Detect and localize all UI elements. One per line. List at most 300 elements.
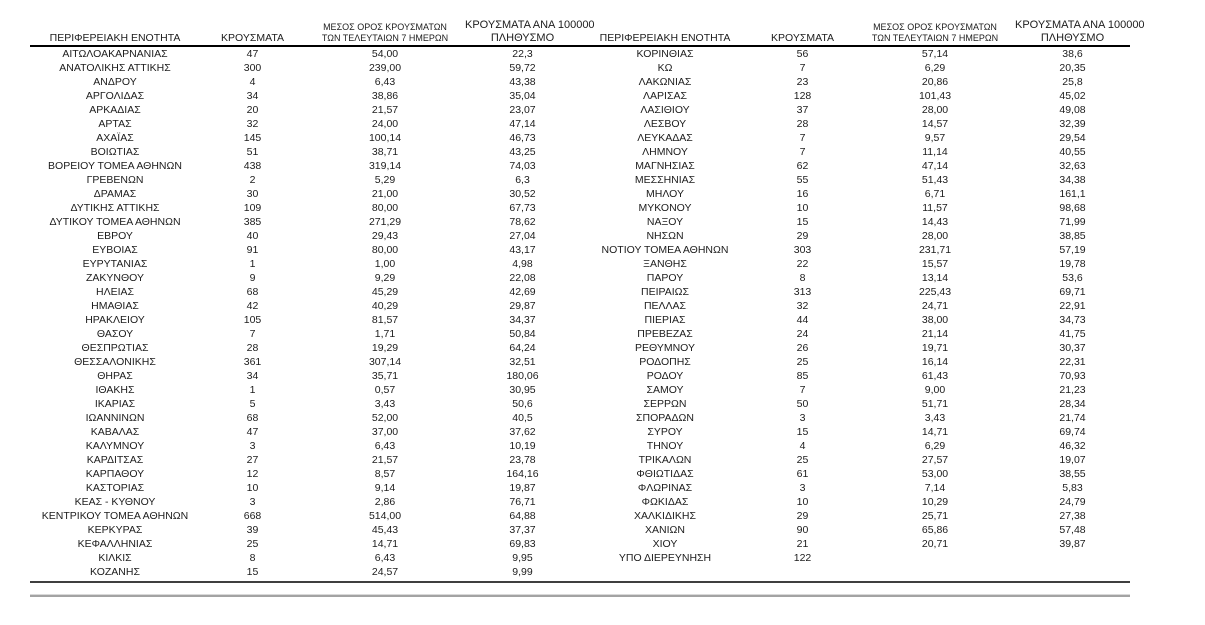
avg7-cell: 21,57 bbox=[371, 104, 399, 116]
avg7-cell: 35,71 bbox=[371, 370, 399, 382]
region-cell: ΑΡΚΑΔΙΑΣ bbox=[89, 104, 141, 116]
region-cell: ΚΕΝΤΡΙΚΟΥ ΤΟΜΕΑ ΑΘΗΝΩΝ bbox=[41, 510, 189, 522]
table-row bbox=[580, 411, 1130, 425]
cases-cell: 1 bbox=[249, 384, 256, 396]
region-cell: ΜΗΛΟΥ bbox=[646, 188, 684, 200]
table-row bbox=[580, 117, 1130, 131]
per100k-cell: 22,91 bbox=[1059, 300, 1086, 312]
region-cell: ΜΑΓΝΗΣΙΑΣ bbox=[635, 160, 695, 172]
column-header-7day-average-line2: ΤΩΝ ΤΕΛΕΥΤΑΙΩΝ 7 ΗΜΕΡΩΝ bbox=[321, 33, 449, 43]
column-header-per-100k-line2: ΠΛΗΘΥΣΜΟ bbox=[490, 31, 555, 44]
per100k-cell: 34,38 bbox=[1059, 174, 1086, 186]
region-cell: ΝΗΣΩΝ bbox=[646, 230, 684, 242]
table-row bbox=[580, 369, 1130, 383]
cases-cell: 29 bbox=[796, 230, 809, 242]
cases-cell: 91 bbox=[246, 244, 259, 256]
avg7-cell: 57,14 bbox=[921, 48, 949, 60]
table-row bbox=[30, 257, 580, 271]
region-cell: ΠΙΕΡΙΑΣ bbox=[644, 314, 686, 326]
table-left-header bbox=[30, 10, 595, 47]
per100k-cell: 69,74 bbox=[1059, 426, 1086, 438]
region-cell: ΜΥΚΟΝΟΥ bbox=[638, 202, 692, 214]
cases-cell: 25 bbox=[796, 454, 809, 466]
per100k-cell: 67,73 bbox=[509, 202, 536, 214]
region-cell: ΔΥΤΙΚΗΣ ΑΤΤΙΚΗΣ bbox=[70, 202, 160, 214]
table-row bbox=[30, 481, 580, 495]
table-row bbox=[580, 145, 1130, 159]
per100k-cell: 10,19 bbox=[509, 440, 536, 452]
region-cell: ΣΠΟΡΑΔΩΝ bbox=[636, 412, 694, 424]
table-row bbox=[30, 201, 580, 215]
table-row bbox=[30, 551, 580, 565]
cases-cell: 30 bbox=[246, 188, 259, 200]
per100k-cell: 21,74 bbox=[1059, 412, 1086, 424]
table-left-body bbox=[30, 47, 580, 579]
per100k-cell: 27,38 bbox=[1059, 510, 1086, 522]
avg7-cell: 5,29 bbox=[374, 174, 396, 186]
cases-cell: 8 bbox=[799, 272, 806, 284]
table-row bbox=[30, 229, 580, 243]
table-row bbox=[30, 271, 580, 285]
cases-cell: 361 bbox=[243, 356, 262, 368]
table-row bbox=[30, 495, 580, 509]
avg7-cell: 13,14 bbox=[921, 272, 949, 284]
table-row bbox=[580, 453, 1130, 467]
table-right bbox=[580, 10, 1145, 579]
avg7-cell: 20,71 bbox=[921, 538, 949, 550]
table-row bbox=[30, 47, 580, 61]
table-row bbox=[30, 145, 580, 159]
region-cell: ΜΕΣΣΗΝΙΑΣ bbox=[634, 174, 696, 186]
table-row bbox=[580, 131, 1130, 145]
avg7-cell: 25,71 bbox=[921, 510, 949, 522]
cases-cell: 27 bbox=[246, 454, 259, 466]
cases-cell: 32 bbox=[796, 300, 809, 312]
avg7-cell: 21,14 bbox=[921, 328, 949, 340]
avg7-cell: 271,29 bbox=[368, 216, 402, 228]
table-row bbox=[30, 425, 580, 439]
bottom-rule-dark bbox=[30, 581, 1130, 583]
per100k-cell: 20,35 bbox=[1059, 62, 1086, 74]
cases-cell: 10 bbox=[796, 496, 809, 508]
table-row bbox=[30, 187, 580, 201]
cases-cell: 4 bbox=[799, 440, 806, 452]
table-row bbox=[30, 159, 580, 173]
per100k-cell: 41,75 bbox=[1059, 328, 1086, 340]
avg7-cell bbox=[855, 551, 1015, 565]
region-cell: ΧΑΛΚΙΔΙΚΗΣ bbox=[634, 510, 696, 522]
avg7-cell: 38,71 bbox=[371, 146, 399, 158]
region-cell: ΤΗΝΟΥ bbox=[646, 440, 684, 452]
cases-cell: 7 bbox=[799, 384, 806, 396]
avg7-cell: 225,43 bbox=[918, 286, 952, 298]
column-header-7day-average-line1: ΜΕΣΟΣ ΟΡΟΣ ΚΡΟΥΣΜΑΤΩΝ bbox=[873, 22, 997, 32]
cases-cell: 61 bbox=[796, 468, 809, 480]
cases-cell: 28 bbox=[796, 118, 809, 130]
region-cell: ΞΑΝΘΗΣ bbox=[643, 258, 687, 270]
cases-cell: 25 bbox=[246, 538, 259, 550]
table-row bbox=[580, 537, 1130, 551]
per100k-cell: 32,63 bbox=[1059, 160, 1086, 172]
avg7-cell: 6,43 bbox=[374, 76, 396, 88]
per100k-cell: 43,25 bbox=[509, 146, 536, 158]
cases-cell: 55 bbox=[796, 174, 809, 186]
per100k-cell: 78,62 bbox=[509, 216, 536, 228]
region-cell: ΤΡΙΚΑΛΩΝ bbox=[638, 454, 692, 466]
region-cell: ΦΩΚΙΔΑΣ bbox=[641, 496, 689, 508]
table-row bbox=[30, 299, 580, 313]
region-cell: ΕΥΒΟΙΑΣ bbox=[92, 244, 138, 256]
region-cell: ΣΕΡΡΩΝ bbox=[643, 398, 687, 410]
table-row bbox=[30, 383, 580, 397]
per100k-cell: 19,87 bbox=[509, 482, 536, 494]
cases-cell: 5 bbox=[249, 398, 256, 410]
avg7-cell: 65,86 bbox=[921, 524, 949, 536]
table-row bbox=[30, 285, 580, 299]
per100k-cell: 30,37 bbox=[1059, 342, 1086, 354]
cases-cell: 26 bbox=[796, 342, 809, 354]
avg7-cell: 1,71 bbox=[374, 328, 396, 340]
avg7-cell: 16,14 bbox=[921, 356, 949, 368]
table-row bbox=[580, 327, 1130, 341]
table-row bbox=[580, 299, 1130, 313]
table-row bbox=[580, 467, 1130, 481]
table-row bbox=[30, 215, 580, 229]
per100k-cell: 22,08 bbox=[509, 272, 536, 284]
column-header-7day-average bbox=[855, 22, 1015, 44]
regional-cases-tables bbox=[30, 10, 1145, 579]
region-cell: ΚΑΣΤΟΡΙΑΣ bbox=[85, 482, 145, 494]
column-header-per-100k-line1: ΚΡΟΥΣΜΑΤΑ ΑΝΑ 100000 bbox=[1015, 19, 1145, 31]
avg7-cell: 1,00 bbox=[374, 258, 396, 270]
region-cell: ΘΕΣΠΡΩΤΙΑΣ bbox=[81, 342, 149, 354]
region-cell: ΚΑΛΥΜΝΟΥ bbox=[85, 440, 145, 452]
per100k-cell: 76,71 bbox=[509, 496, 536, 508]
avg7-cell: 9,14 bbox=[374, 482, 396, 494]
table-row bbox=[580, 523, 1130, 537]
cases-cell: 15 bbox=[796, 426, 809, 438]
per100k-cell: 25,8 bbox=[1062, 76, 1083, 88]
table-row bbox=[580, 159, 1130, 173]
table-row bbox=[30, 61, 580, 75]
region-cell: ΛΑΣΙΘΙΟΥ bbox=[640, 104, 690, 116]
region-cell: ΒΟΙΩΤΙΑΣ bbox=[90, 146, 140, 158]
cases-cell: 313 bbox=[793, 286, 812, 298]
cases-cell: 40 bbox=[246, 230, 259, 242]
per100k-cell: 37,62 bbox=[509, 426, 536, 438]
cases-cell: 1 bbox=[249, 258, 256, 270]
table-row bbox=[30, 117, 580, 131]
cases-cell: 44 bbox=[796, 314, 809, 326]
region-cell: ΣΑΜΟΥ bbox=[646, 384, 684, 396]
cases-cell: 10 bbox=[796, 202, 809, 214]
region-cell: ΛΕΥΚΑΔΑΣ bbox=[637, 132, 693, 144]
cases-cell: 3 bbox=[249, 496, 256, 508]
avg7-cell: 11,14 bbox=[922, 146, 948, 158]
region-cell: ΖΑΚΥΝΘΟΥ bbox=[85, 272, 144, 284]
avg7-cell: 14,43 bbox=[921, 216, 949, 228]
table-row bbox=[580, 103, 1130, 117]
region-cell: ΑΡΓΟΛΙΔΑΣ bbox=[85, 90, 145, 102]
column-header-per-100k-line1: ΚΡΟΥΣΜΑΤΑ ΑΝΑ 100000 bbox=[465, 19, 595, 31]
per100k-cell: 57,48 bbox=[1059, 524, 1086, 536]
column-header-per-100k bbox=[465, 19, 595, 44]
cases-cell: 10 bbox=[246, 482, 259, 494]
avg7-cell: 29,43 bbox=[371, 230, 399, 242]
table-row bbox=[580, 425, 1130, 439]
per100k-cell: 37,37 bbox=[509, 524, 536, 536]
cases-cell: 47 bbox=[246, 426, 259, 438]
avg7-cell: 319,14 bbox=[368, 160, 402, 172]
table-row bbox=[30, 243, 580, 257]
region-cell: ΥΠΟ ΔΙΕΡΕΥΝΗΣΗ bbox=[618, 552, 712, 564]
avg7-cell: 231,71 bbox=[918, 244, 952, 256]
table-row bbox=[30, 131, 580, 145]
per100k-cell: 43,17 bbox=[509, 244, 536, 256]
cases-cell: 34 bbox=[246, 370, 259, 382]
cases-cell: 7 bbox=[799, 62, 806, 74]
table-row bbox=[580, 509, 1130, 523]
table-row bbox=[580, 271, 1130, 285]
cases-cell: 303 bbox=[793, 244, 812, 256]
region-cell: ΝΑΞΟΥ bbox=[646, 216, 684, 228]
avg7-cell: 53,00 bbox=[921, 468, 949, 480]
per100k-cell: 38,6 bbox=[1062, 48, 1083, 60]
region-cell: ΛΑΡΙΣΑΣ bbox=[643, 90, 687, 102]
per100k-cell: 21,23 bbox=[1059, 384, 1086, 396]
table-row bbox=[30, 411, 580, 425]
avg7-cell: 80,00 bbox=[371, 244, 399, 256]
cases-cell: 2 bbox=[249, 174, 256, 186]
table-left bbox=[30, 10, 595, 579]
region-cell: ΛΗΜΝΟΥ bbox=[642, 146, 688, 158]
per100k-cell: 49,08 bbox=[1059, 104, 1086, 116]
avg7-cell: 10,29 bbox=[921, 496, 949, 508]
table-row bbox=[30, 523, 580, 537]
table-row bbox=[580, 243, 1130, 257]
region-cell: ΚΑΡΔΙΤΣΑΣ bbox=[86, 454, 144, 466]
region-cell: ΠΑΡΟΥ bbox=[646, 272, 684, 284]
table-row bbox=[580, 355, 1130, 369]
cases-cell: 47 bbox=[246, 48, 259, 60]
cases-cell: 300 bbox=[243, 62, 262, 74]
region-cell: ΑΝΑΤΟΛΙΚΗΣ ΑΤΤΙΚΗΣ bbox=[59, 62, 171, 74]
cases-cell: 29 bbox=[796, 510, 809, 522]
region-cell: ΡΟΔΟΥ bbox=[646, 370, 684, 382]
per100k-cell: 6,3 bbox=[515, 174, 530, 186]
region-cell: ΠΕΙΡΑΙΩΣ bbox=[641, 286, 689, 298]
per100k-cell: 64,88 bbox=[509, 510, 536, 522]
cases-cell: 62 bbox=[796, 160, 809, 172]
column-header-7day-average-line2: ΤΩΝ ΤΕΛΕΥΤΑΙΩΝ 7 ΗΜΕΡΩΝ bbox=[871, 33, 999, 43]
region-cell: ΚΑΒΑΛΑΣ bbox=[90, 426, 140, 438]
avg7-cell: 45,29 bbox=[371, 286, 399, 298]
column-header-7day-average bbox=[305, 22, 465, 44]
avg7-cell: 47,14 bbox=[921, 160, 949, 172]
table-right-body bbox=[580, 47, 1130, 565]
table-row bbox=[580, 551, 1130, 565]
table-row bbox=[580, 495, 1130, 509]
per100k-cell: 40,5 bbox=[512, 412, 533, 424]
per100k-cell: 32,51 bbox=[509, 356, 536, 368]
table-row bbox=[30, 341, 580, 355]
table-row bbox=[30, 355, 580, 369]
cases-cell: 50 bbox=[796, 398, 809, 410]
region-cell: ΛΕΣΒΟΥ bbox=[643, 118, 687, 130]
table-row bbox=[30, 565, 580, 579]
per100k-cell: 39,87 bbox=[1059, 538, 1086, 550]
cases-cell: 56 bbox=[796, 48, 809, 60]
table-row bbox=[580, 397, 1130, 411]
per100k-cell: 50,6 bbox=[512, 398, 533, 410]
region-cell: ΕΥΡΥΤΑΝΙΑΣ bbox=[82, 258, 148, 270]
per100k-cell: 46,73 bbox=[509, 132, 536, 144]
per100k-cell: 29,87 bbox=[509, 300, 536, 312]
avg7-cell: 2,86 bbox=[374, 496, 396, 508]
avg7-cell: 307,14 bbox=[368, 356, 402, 368]
region-cell: ΠΡΕΒΕΖΑΣ bbox=[637, 328, 693, 340]
cases-cell: 145 bbox=[243, 132, 262, 144]
cases-cell: 85 bbox=[796, 370, 809, 382]
cases-cell: 68 bbox=[246, 412, 259, 424]
avg7-cell: 6,29 bbox=[924, 62, 946, 74]
per100k-cell: 98,68 bbox=[1059, 202, 1086, 214]
region-cell: ΑΙΤΩΛΟΑΚΑΡΝΑΝΙΑΣ bbox=[62, 48, 168, 60]
avg7-cell: 37,00 bbox=[371, 426, 399, 438]
cases-cell: 3 bbox=[799, 482, 806, 494]
cases-cell: 12 bbox=[246, 468, 259, 480]
per100k-cell: 22,31 bbox=[1059, 356, 1086, 368]
avg7-cell: 45,43 bbox=[371, 524, 399, 536]
region-cell: ΦΘΙΩΤΙΔΑΣ bbox=[636, 468, 694, 480]
column-header-region: ΠΕΡΙΦΕΡΕΙΑΚΗ ΕΝΟΤΗΤΑ bbox=[599, 32, 731, 44]
per100k-cell: 34,73 bbox=[1059, 314, 1086, 326]
column-header-cases: ΚΡΟΥΣΜΑΤΑ bbox=[771, 32, 834, 44]
column-header-per-100k-line2: ΠΛΗΘΥΣΜΟ bbox=[1040, 31, 1105, 44]
table-row bbox=[580, 313, 1130, 327]
table-row bbox=[580, 285, 1130, 299]
table-row bbox=[30, 439, 580, 453]
column-header-7day-average-line1: ΜΕΣΟΣ ΟΡΟΣ ΚΡΟΥΣΜΑΤΩΝ bbox=[323, 22, 447, 32]
avg7-cell: 21,00 bbox=[371, 188, 399, 200]
per100k-cell: 4,98 bbox=[512, 258, 533, 270]
per100k-cell: 24,79 bbox=[1059, 496, 1086, 508]
cases-cell: 7 bbox=[249, 328, 256, 340]
region-cell: ΧΑΝΙΩΝ bbox=[645, 524, 685, 536]
column-header-per-100k bbox=[1015, 19, 1145, 44]
table-row bbox=[580, 439, 1130, 453]
avg7-cell: 6,43 bbox=[374, 440, 396, 452]
avg7-cell: 20,86 bbox=[921, 76, 949, 88]
cases-cell: 90 bbox=[796, 524, 809, 536]
cases-cell: 16 bbox=[796, 188, 809, 200]
per100k-cell: 30,52 bbox=[509, 188, 536, 200]
per100k-cell: 46,32 bbox=[1059, 440, 1086, 452]
region-cell: ΚΕΑΣ - ΚΥΘΝΟΥ bbox=[74, 496, 156, 508]
per100k-cell: 5,83 bbox=[1062, 482, 1083, 494]
table-row bbox=[580, 187, 1130, 201]
cases-cell: 9 bbox=[249, 272, 256, 284]
per100k-cell: 29,54 bbox=[1059, 132, 1086, 144]
avg7-cell: 51,71 bbox=[921, 398, 949, 410]
region-cell: ΘΕΣΣΑΛΟΝΙΚΗΣ bbox=[74, 356, 156, 368]
avg7-cell: 54,00 bbox=[371, 48, 399, 60]
avg7-cell: 14,57 bbox=[921, 118, 949, 130]
avg7-cell: 38,00 bbox=[921, 314, 949, 326]
table-row bbox=[580, 61, 1130, 75]
avg7-cell: 28,00 bbox=[921, 230, 949, 242]
per100k-cell: 43,38 bbox=[509, 76, 536, 88]
table-row bbox=[580, 257, 1130, 271]
avg7-cell: 24,71 bbox=[921, 300, 949, 312]
table-row bbox=[580, 481, 1130, 495]
region-cell: ΔΡΑΜΑΣ bbox=[93, 188, 137, 200]
avg7-cell: 51,43 bbox=[921, 174, 949, 186]
per100k-cell: 59,72 bbox=[509, 62, 536, 74]
table-row bbox=[30, 453, 580, 467]
avg7-cell: 0,57 bbox=[374, 384, 396, 396]
per100k-cell: 19,78 bbox=[1059, 258, 1086, 270]
per100k-cell: 50,84 bbox=[509, 328, 536, 340]
avg7-cell: 19,29 bbox=[371, 342, 399, 354]
avg7-cell: 11,57 bbox=[922, 202, 948, 214]
avg7-cell: 514,00 bbox=[368, 510, 402, 522]
table-row bbox=[30, 369, 580, 383]
region-cell: ΧΙΟΥ bbox=[652, 538, 678, 550]
region-cell: ΙΘΑΚΗΣ bbox=[95, 384, 135, 396]
per100k-cell: 69,71 bbox=[1059, 286, 1086, 298]
per100k-cell: 164,16 bbox=[506, 468, 539, 480]
avg7-cell: 24,57 bbox=[371, 566, 399, 578]
per100k-cell: 9,95 bbox=[512, 552, 533, 564]
per100k-cell: 38,55 bbox=[1059, 468, 1086, 480]
cases-cell: 20 bbox=[246, 104, 259, 116]
per100k-cell: 22,3 bbox=[512, 48, 533, 60]
region-cell: ΚΕΦΑΛΛΗΝΙΑΣ bbox=[77, 538, 153, 550]
per100k-cell: 27,04 bbox=[509, 230, 536, 242]
table-row bbox=[580, 215, 1130, 229]
per100k-cell: 42,69 bbox=[509, 286, 536, 298]
table-row bbox=[30, 467, 580, 481]
per100k-cell: 64,24 bbox=[509, 342, 536, 354]
cases-cell: 25 bbox=[796, 356, 809, 368]
avg7-cell: 40,29 bbox=[371, 300, 399, 312]
per100k-cell: 34,37 bbox=[509, 314, 536, 326]
avg7-cell: 7,14 bbox=[924, 482, 946, 494]
cases-cell: 42 bbox=[246, 300, 259, 312]
column-header-region: ΠΕΡΙΦΕΡΕΙΑΚΗ ΕΝΟΤΗΤΑ bbox=[49, 32, 181, 44]
avg7-cell: 8,57 bbox=[374, 468, 396, 480]
avg7-cell: 101,43 bbox=[918, 90, 952, 102]
table-row bbox=[580, 75, 1130, 89]
per100k-cell: 70,93 bbox=[1059, 370, 1086, 382]
avg7-cell: 6,29 bbox=[924, 440, 946, 452]
avg7-cell: 28,00 bbox=[921, 104, 949, 116]
per100k-cell: 23,78 bbox=[509, 454, 536, 466]
region-cell: ΗΡΑΚΛΕΙΟΥ bbox=[85, 314, 145, 326]
region-cell: ΣΥΡΟΥ bbox=[647, 426, 683, 438]
region-cell: ΚΟΖΑΝΗΣ bbox=[90, 566, 140, 578]
per100k-cell: 161,1 bbox=[1059, 188, 1086, 200]
region-cell: ΠΕΛΛΑΣ bbox=[643, 300, 687, 312]
cases-cell: 24 bbox=[796, 328, 809, 340]
cases-cell: 37 bbox=[796, 104, 809, 116]
per100k-cell: 23,07 bbox=[509, 104, 536, 116]
avg7-cell: 15,57 bbox=[921, 258, 949, 270]
cases-cell: 7 bbox=[799, 146, 806, 158]
avg7-cell: 81,57 bbox=[371, 314, 399, 326]
table-row bbox=[30, 75, 580, 89]
